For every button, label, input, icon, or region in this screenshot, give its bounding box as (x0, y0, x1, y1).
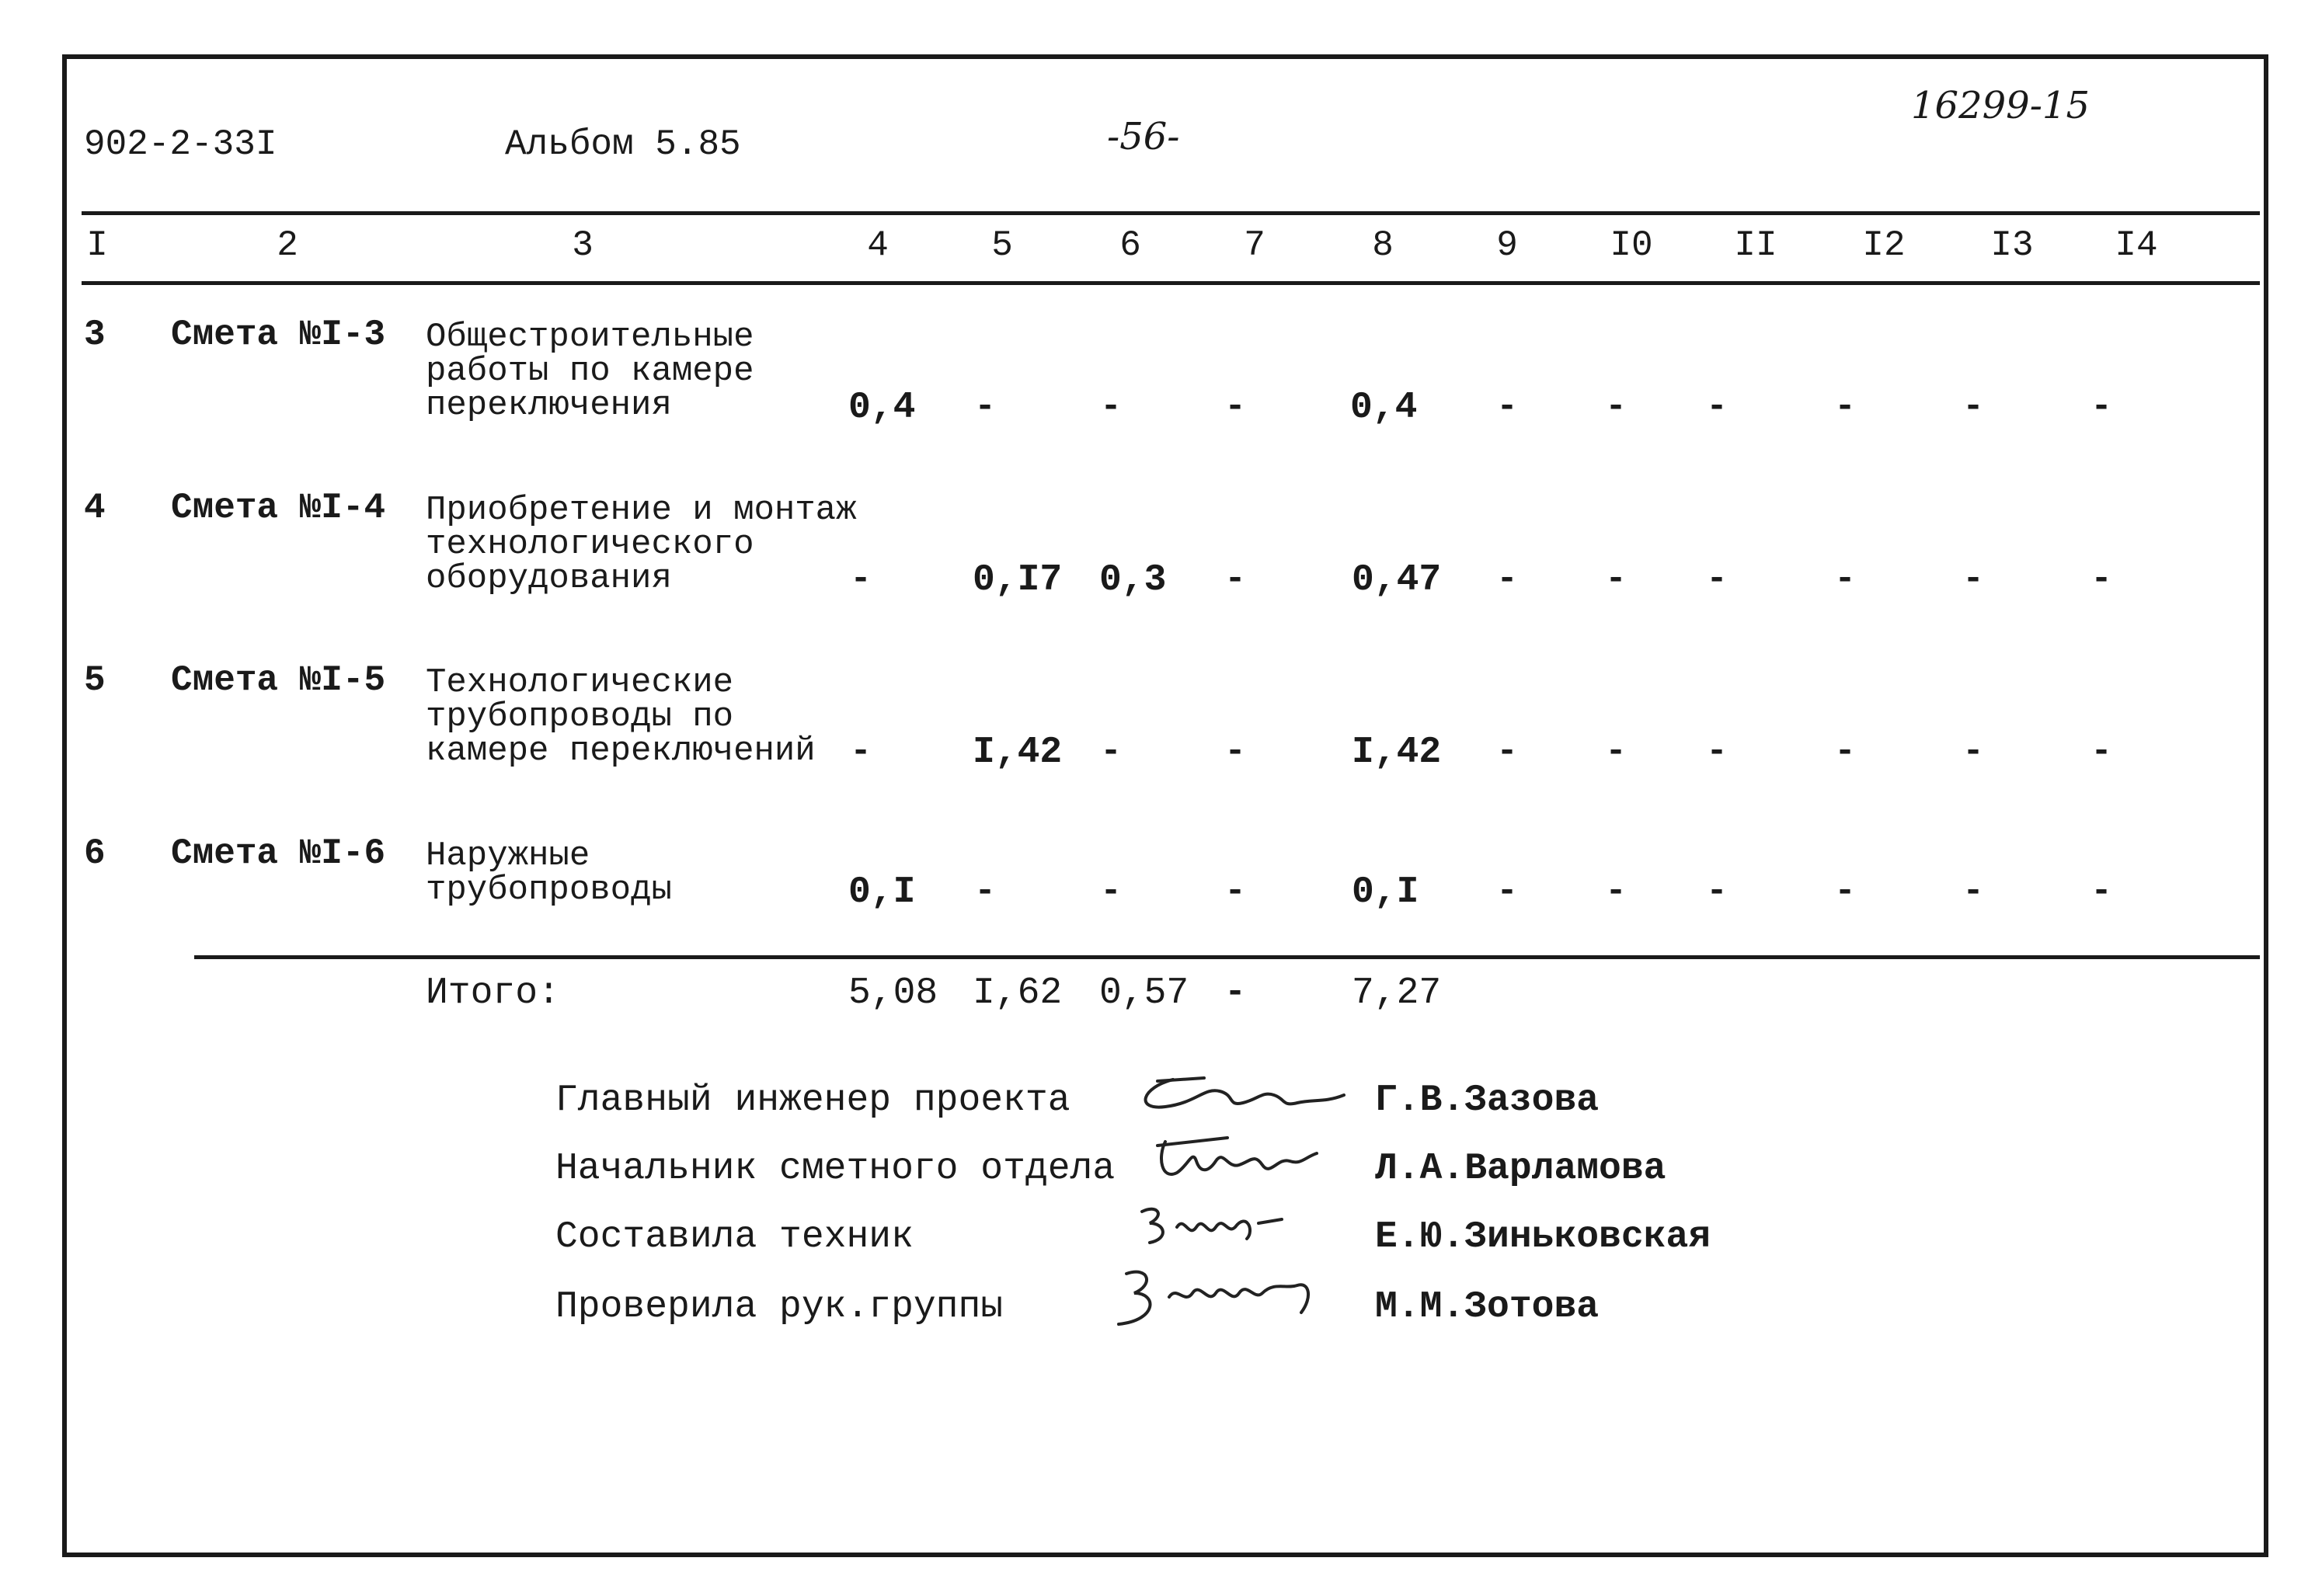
signature-role: Начальник сметного отдела (555, 1148, 1116, 1190)
row-value: 0,47 (1352, 559, 1442, 601)
row-value: - (2090, 387, 2112, 427)
column-number: 7 (1244, 225, 1265, 266)
signature-role: Проверила рук.группы (555, 1286, 1004, 1328)
row-value: - (1706, 732, 1728, 772)
totals-rule (194, 955, 2260, 959)
signature-name: Г.В.Зазова (1375, 1080, 1600, 1121)
row-value: - (2090, 871, 2112, 912)
row-description: Технологические трубопроводы по камере переключений (426, 663, 816, 770)
row-value: - (1834, 387, 1856, 427)
column-number: 2 (277, 225, 298, 266)
row-value: - (1706, 559, 1728, 600)
row-value: 0,I (848, 871, 916, 913)
row-value: - (1100, 732, 1122, 772)
row-value: - (2090, 732, 2112, 772)
row-value: - (850, 732, 872, 772)
column-number: II (1734, 225, 1777, 266)
row-value: - (1496, 387, 1518, 427)
row-value: I,42 (1352, 732, 1442, 774)
row-value: - (1962, 732, 1984, 772)
column-number: I0 (1610, 225, 1653, 266)
column-number: I4 (2115, 225, 2158, 266)
row-value: - (1496, 559, 1518, 600)
album-label: Альбом 5.85 (505, 124, 741, 165)
row-value: - (1496, 871, 1518, 912)
row-value: - (1496, 732, 1518, 772)
row-value: - (974, 871, 996, 912)
column-number: 6 (1119, 225, 1141, 266)
handwritten-signature-1 (1126, 1064, 1359, 1126)
signature-role: Главный инженер проекта (555, 1080, 1070, 1121)
signature-name: Е.Ю.Зиньковская (1375, 1216, 1711, 1258)
row-number: 3 (84, 315, 106, 355)
row-description: Приобретение и монтаж технологического оборудования (426, 491, 857, 598)
column-number: 4 (867, 225, 889, 266)
row-value: - (1605, 387, 1627, 427)
page-number: -56- (1107, 115, 1180, 158)
total-value: 0,57 (1099, 972, 1189, 1014)
row-value: - (850, 559, 872, 600)
row-estimate: Смета №I-3 (171, 315, 386, 355)
column-number: I3 (1990, 225, 2034, 266)
row-value: 0,4 (1350, 387, 1418, 429)
row-value: - (2090, 559, 2112, 600)
signature-role: Составила техник (555, 1216, 914, 1258)
row-number: 6 (84, 833, 106, 874)
signature-name: Л.А.Варламова (1375, 1148, 1666, 1190)
row-value: - (1962, 559, 1984, 600)
row-description: Наружные трубопроводы (426, 836, 672, 909)
total-value: 7,27 (1352, 972, 1442, 1014)
column-number: I (86, 225, 108, 266)
row-description: Общестроительные работы по камере переключения (426, 318, 754, 425)
column-number: I2 (1862, 225, 1906, 266)
row-value: - (1224, 559, 1246, 600)
row-number: 4 (84, 488, 106, 528)
row-estimate: Смета №I-6 (171, 833, 386, 874)
handwritten-signature-2 (1142, 1126, 1359, 1196)
column-number: 5 (991, 225, 1013, 266)
totals-label: Итого: (426, 972, 560, 1014)
column-number: 3 (572, 225, 594, 266)
row-estimate: Смета №I-4 (171, 488, 386, 528)
row-value: 0,4 (848, 387, 916, 429)
row-value: - (1605, 559, 1627, 600)
row-value: - (1224, 732, 1246, 772)
row-value: 0,I (1352, 871, 1419, 913)
row-value: - (1834, 559, 1856, 600)
signature-name: М.М.Зотова (1375, 1286, 1600, 1328)
project-code: 902-2-33I (84, 124, 277, 165)
row-value: - (1962, 871, 1984, 912)
row-value: - (1706, 871, 1728, 912)
row-value: - (1100, 871, 1122, 912)
row-value: 0,3 (1099, 559, 1167, 601)
total-value: I,62 (973, 972, 1063, 1014)
header-rule-top (82, 211, 2260, 215)
column-number: 8 (1372, 225, 1394, 266)
row-number: 5 (84, 660, 106, 701)
row-value: - (1706, 387, 1728, 427)
row-value: - (1962, 387, 1984, 427)
row-value: - (1100, 387, 1122, 427)
row-value: - (1605, 732, 1627, 772)
sheet-reference: 16299-15 (1911, 84, 2090, 127)
row-value: 0,I7 (973, 559, 1063, 601)
column-number: 9 (1496, 225, 1518, 266)
total-value: - (1224, 972, 1246, 1013)
row-value: - (1834, 732, 1856, 772)
row-value: - (974, 387, 996, 427)
row-value: - (1605, 871, 1627, 912)
handwritten-signature-3 (1130, 1196, 1301, 1258)
handwritten-signature-4 (1095, 1258, 1352, 1336)
row-value: I,42 (973, 732, 1063, 774)
row-value: - (1224, 871, 1246, 912)
row-value: - (1224, 387, 1246, 427)
row-estimate: Смета №I-5 (171, 660, 386, 701)
total-value: 5,08 (848, 972, 938, 1014)
row-value: - (1834, 871, 1856, 912)
header-rule-bottom (82, 281, 2260, 285)
